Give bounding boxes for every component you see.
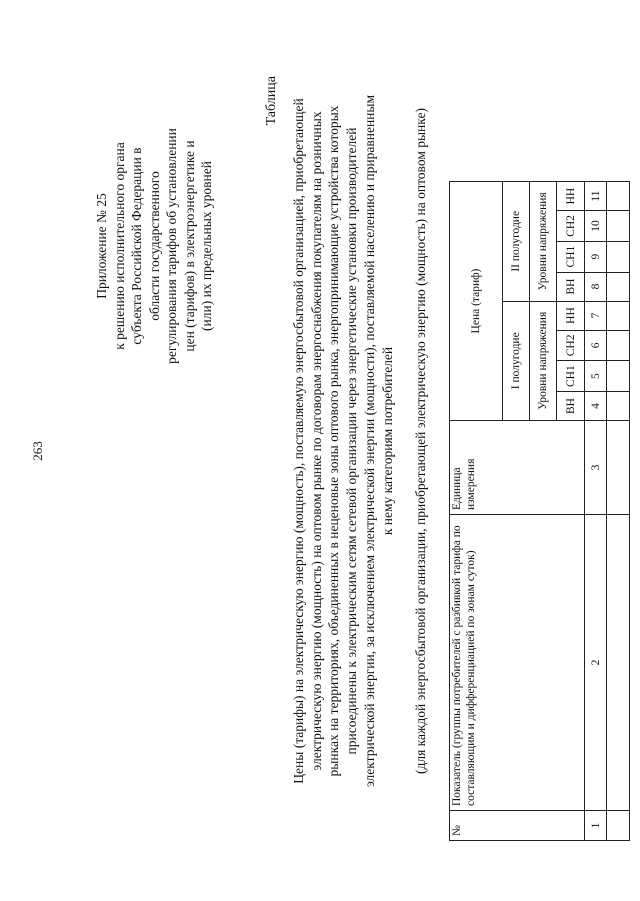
column-number: 11 xyxy=(585,182,607,211)
level-cell: ВН xyxy=(557,392,585,421)
tariff-table xyxy=(449,181,630,841)
appendix-line: регулирования тарифов об установлении xyxy=(164,128,179,364)
header-voltage-levels: Уровни напряжения xyxy=(530,182,557,301)
level-cell: СН2 xyxy=(557,211,585,242)
column-number: 8 xyxy=(585,272,607,301)
table-cell xyxy=(607,811,630,841)
column-number: 9 xyxy=(585,241,607,272)
level-cell: СН1 xyxy=(557,361,585,392)
table-cell xyxy=(607,211,630,242)
table-cell xyxy=(607,182,630,211)
heading-note: (для каждой энергосбытовой организации, приобретающей электрическую энергию (мощность) на оптовом рынке) xyxy=(413,108,428,775)
column-number: 6 xyxy=(585,330,607,361)
column-number: 5 xyxy=(585,361,607,392)
table-cell xyxy=(607,392,630,421)
level-cell: НН xyxy=(557,301,585,330)
table-cell xyxy=(607,515,630,811)
table-cell xyxy=(607,301,630,330)
column-number: 7 xyxy=(585,301,607,330)
header-half2: II полугодие xyxy=(503,182,530,301)
header-voltage-levels: Уровни напряжения xyxy=(530,301,557,420)
appendix-line: Приложение № 25 xyxy=(94,193,109,299)
heading-line: к нему категориям потребителей xyxy=(379,346,395,536)
table-cell xyxy=(607,330,630,361)
header-number: № xyxy=(450,811,585,841)
appendix-line: цен (тарифов) в электроэнергетике и xyxy=(181,140,197,352)
page-number: 263 xyxy=(30,441,45,461)
heading-line: рынках на территориях, объединенных в неценовые зоны оптового рынка, энергопринимающие устройства которых xyxy=(326,105,342,777)
table-cell xyxy=(607,272,630,301)
appendix-line: субъекта Российской Федерации в xyxy=(129,147,144,345)
header-price: Цена (тариф) xyxy=(450,182,503,421)
appendix-line: (или) их предельных уровней xyxy=(199,161,214,331)
column-number: 4 xyxy=(585,392,607,421)
document-heading xyxy=(290,21,396,861)
header-indicator: Показатель (группы потребителей с разбивкой тарифа по составляющим и дифференциацией по зонам суток) xyxy=(450,515,585,811)
table-cell xyxy=(607,241,630,272)
level-cell: СН2 xyxy=(557,330,585,361)
appendix-line: области государственного xyxy=(146,171,162,321)
header-half1: I полугодие xyxy=(503,301,530,420)
level-cell: ВН xyxy=(557,272,585,301)
appendix-header xyxy=(93,96,216,396)
heading-line: присоединены к электрическим сетям сетевой организации через энергетические установки производителей xyxy=(344,127,360,755)
level-cell: СН1 xyxy=(557,241,585,272)
heading-line: Цены (тарифы) на электрическую энергию (мощность), поставляемую энергосбытовой организацией, приобретающей xyxy=(291,98,306,784)
table-cell xyxy=(607,421,630,515)
column-number: 1 xyxy=(585,811,607,841)
appendix-line: к решению исполнительного органа xyxy=(111,142,127,350)
column-number: 2 xyxy=(585,515,607,811)
level-cell: НН xyxy=(557,182,585,211)
column-number: 3 xyxy=(585,421,607,515)
column-number: 10 xyxy=(585,211,607,242)
table-cell xyxy=(607,361,630,392)
table-label: Таблица xyxy=(264,76,279,126)
heading-line: электрическую энергию (мощность) на оптовом рынке по договорам энергоснабжения покупателям на розничных xyxy=(308,111,324,771)
header-unit: Единица измерения xyxy=(450,421,585,515)
heading-line: электрической энергии, за исключением электрической энергии (мощности), поставляемой населению и приравненным xyxy=(361,94,377,788)
